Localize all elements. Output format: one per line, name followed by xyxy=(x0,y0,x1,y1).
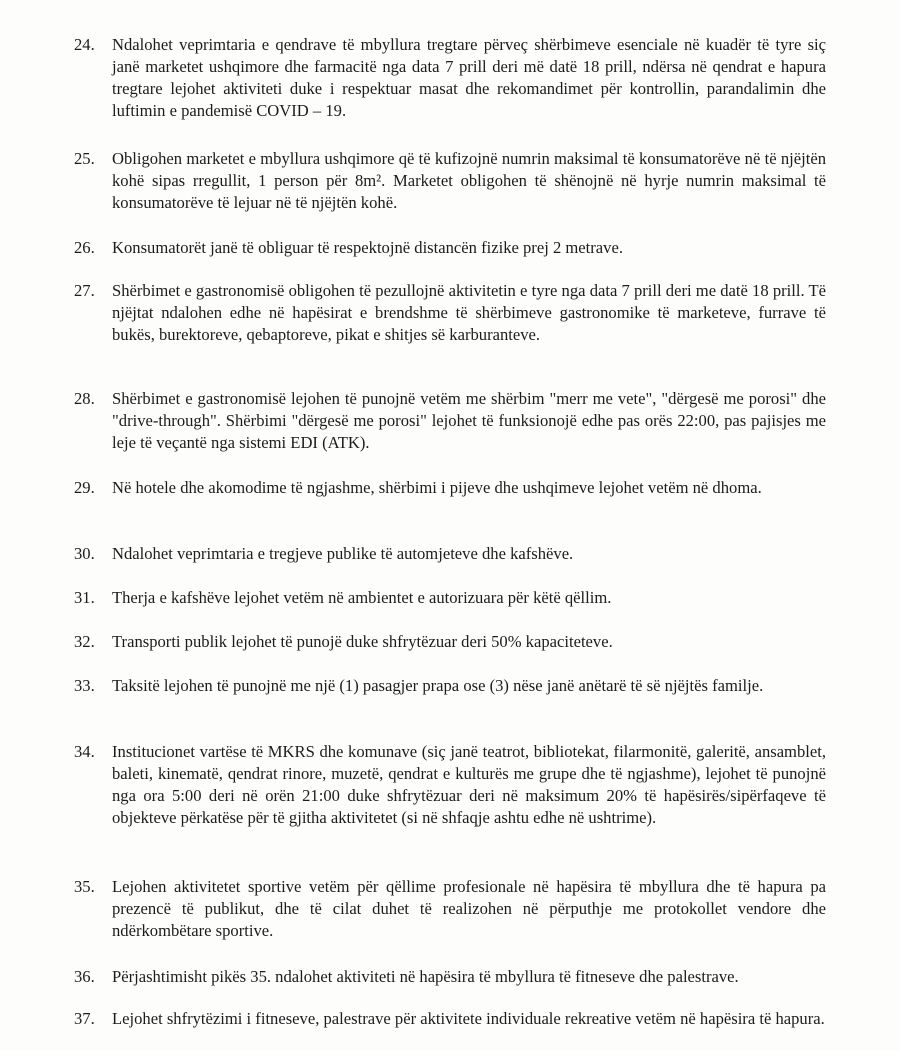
item-text: Konsumatorët janë të obliguar të respektojnë distancën fizike prej 2 metrave. xyxy=(112,238,623,257)
item-text: Transporti publik lejohet të punojë duke shfrytëzuar deri 50% kapaciteteve. xyxy=(112,632,613,651)
item-number: 36. xyxy=(74,967,95,986)
list-item xyxy=(74,148,826,214)
item-text: Lejohen aktivitetet sportive vetëm për qëllime profesionale në hapësira të mbyllura dhe të hapura pa prezencë të publikut, dhe të cilat duhet të realizohen në përputhje me protokollet vendore dhe ndërkombëtare sportive. xyxy=(112,877,826,940)
item-number: 37. xyxy=(74,1009,95,1028)
list-item xyxy=(74,543,826,565)
item-text: Obligohen marketet e mbyllura ushqimore që të kufizojnë numrin maksimal të konsumatorëve në të njëjtën kohë sipas rregullit, 1 person për 8m². Marketet obligohen të shënojnë në hyrje numrin maksimal të konsumatorëve të lejuar në të njëjtën kohë. xyxy=(112,149,826,212)
item-number: 33. xyxy=(74,676,95,695)
list-item xyxy=(74,631,826,653)
item-text: Ndalohet veprimtaria e tregjeve publike të automjeteve dhe kafshëve. xyxy=(112,544,574,563)
item-text: Shërbimet e gastronomisë obligohen të pezullojnë aktivitetin e tyre nga data 7 prill deri me datë 18 prill. Të njëjtat ndalohen edhe në hapësirat e brendshme të shërbimeve gastronomike të marketeve, furrave të bukës, burektoreve, qebaptoreve, pikat e shitjes së karburanteve. xyxy=(112,281,826,344)
item-text: Shërbimet e gastronomisë lejohen të punojnë vetëm me shërbim "merr me vete", "dërgesë me porosi" dhe "drive-through". Shërbimi "dërgesë me porosi" lejohet të funksionojë edhe pas orës 22:00, pas pajisjes me leje të veçantë nga sistemi EDI (ATK). xyxy=(112,389,826,452)
item-number: 34. xyxy=(74,742,95,761)
item-number: 28. xyxy=(74,389,95,408)
list-item xyxy=(74,237,826,259)
item-text: Ndalohet veprimtaria e qendrave të mbyllura tregtare përveç shërbimeve esenciale në kuadër të tyre siç janë marketet ushqimore dhe farmacitë nga data 7 prill deri më datë 18 prill, ndërsa në qendrat e hapura tregtare lejohet aktiviteti duke i respektuar masat dhe rekomandimet për kontrollin, parandalimin dhe luftimin e pandemisë COVID – 19. xyxy=(112,35,826,120)
item-text: Therja e kafshëve lejohet vetëm në ambientet e autorizuara për këtë qëllim. xyxy=(112,588,612,607)
item-text: Përjashtimisht pikës 35. ndalohet aktiviteti në hapësira të mbyllura të fitneseve dhe palestrave. xyxy=(112,967,739,986)
list-item xyxy=(74,741,826,829)
list-item xyxy=(74,587,826,609)
list-item xyxy=(74,477,826,499)
list-item xyxy=(74,280,826,346)
item-number: 32. xyxy=(74,632,95,651)
item-number: 27. xyxy=(74,281,95,300)
item-number: 30. xyxy=(74,544,95,563)
list-item xyxy=(74,34,826,122)
list-item xyxy=(74,876,826,942)
item-number: 24. xyxy=(74,35,95,54)
item-number: 26. xyxy=(74,238,95,257)
list-item xyxy=(74,966,826,988)
item-number: 29. xyxy=(74,478,95,497)
item-number: 35. xyxy=(74,877,95,896)
item-text: Në hotele dhe akomodime të ngjashme, shërbimi i pijeve dhe ushqimeve lejohet vetëm në dhoma. xyxy=(112,478,762,497)
item-text: Lejohet shfrytëzimi i fitneseve, palestrave për aktivitete individuale rekreative vetëm në hapësira të hapura. xyxy=(112,1009,825,1028)
item-text: Taksitë lejohen të punojnë me një (1) pasagjer prapa ose (3) nëse janë anëtarë të së njëjtës familje. xyxy=(112,676,764,695)
item-number: 25. xyxy=(74,149,95,168)
item-number: 31. xyxy=(74,588,95,607)
list-item xyxy=(74,388,826,454)
list-item xyxy=(74,1008,826,1030)
list-item xyxy=(74,675,826,697)
item-text: Institucionet vartëse të MKRS dhe komunave (siç janë teatrot, bibliotekat, filarmonitë, galeritë, ansamblet, baleti, kinematë, qendrat rinore, muzetë, qendrat e kulturës me grupe dhe të ngjashme), lejohet të punojnë nga ora 5:00 deri në orën 21:00 duke shfrytëzuar deri në maksimum 20% të hapësirës/sipërfaqeve të objekteve përkatëse për të gjitha aktivitetet (si në shfaqje ashtu edhe në ushtrime). xyxy=(112,742,826,827)
